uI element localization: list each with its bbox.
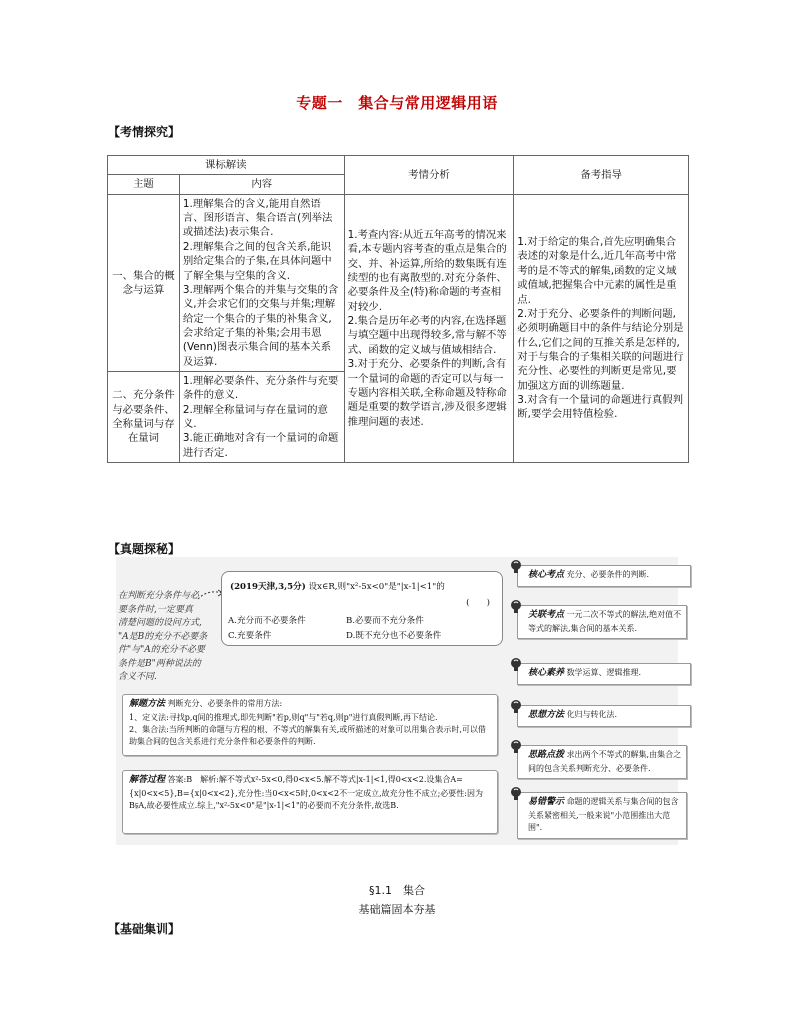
row1-content: 1.理解集合的含义,能用自然语言、图形语言、集合语言(列举法或描述法)表示集合. 2.理解集合之间的包含关系,能识别给定集合的子集,在具体问题中了解全集与空集的含义. 3.理解两个集合的并集与交集的含义,并会求它们的交集与并集;理解给定一个集合的子集的补集含义,会求给定子集的补集;会用韦恩(Venn)图表示集合间的基本关系及运算. [179,194,344,371]
question-stem: 设x∈R,则"x²-5x<0"是"|x-1|<1"的 [308,582,445,592]
lightbulb-icon [509,657,523,673]
section-heading-jichu: 【基础集训】 [108,922,181,936]
side-note-2: 核心素养 数学运算、逻辑推理. [517,663,691,685]
method-label: 解题方法 [129,699,166,709]
option-b: B.必要而不充分条件 [346,616,424,626]
lightbulb-icon [509,599,523,615]
lightbulb-icon [509,786,523,802]
page-title: 专题一 集合与常用逻辑用语 [296,94,498,112]
lightbulb-icon [509,559,523,575]
subsection-code: §1.1 集合 [369,884,425,897]
lightbulb-icon [509,699,523,715]
section-heading-kaoqing: 【考情探究】 [108,125,181,139]
question-source: (2019天津,3,5分) [230,582,306,592]
header-kebiao: 课标解读 [108,156,345,175]
row1-topic: 一、集合的概念与运算 [108,194,180,371]
side-note-3: 思想方法 化归与转化法. [517,705,691,727]
side-note-1: 关联考点 一元二次不等式的解法,绝对值不等式的解法,集合间的基本关系. [517,605,687,639]
row2-topic: 二、充分条件与必要条件、全称量词与存在量词 [108,372,180,463]
process-box [122,770,498,834]
process-label: 解答过程 [129,775,166,785]
header-zhuti: 主题 [108,175,180,194]
header-kaoqing: 考情分析 [344,156,514,195]
method-box [122,694,498,756]
side-note-4: 思路点拨 求出两个不等式的解集,由集合之间的包含关系判断充分、必要条件. [517,745,687,779]
lightbulb-icon [509,739,523,755]
question-blank: ( ) [466,598,490,608]
section-heading-zhenti: 【真题探秘】 [108,542,181,556]
header-neirong: 内容 [179,175,344,194]
handwritten-note: 在判断充分条件与必 要条件时,一定要真 清楚问题的设问方式, "A是B的充分不必要条 件"与"A的充分不必要 条件是B"两种说法的 含义不同. [118,591,208,682]
side-note-0: 核心考点 充分、必要条件的判断. [517,565,691,587]
option-c: C.充要条件 [228,631,272,641]
method-text: 判断充分、必要条件的常用方法: 1、定义法:寻找p,q间的推理式,即先判断"若p,则q"与"若q,则p"进行真假判断,再下结论. 2、集合法:当所判断的命题与方程的根、不等式的解集有关,或所描述的对象可以用集合表示时,可以借助集合间的包含关系进行充分条件和必要条件的判断. [129,699,486,746]
guidance-cell: 1.对于给定的集合,首先应明确集合表述的对象是什么,近几年高考中常考的是不等式的解集,函数的定义域或值域,把握集合中元素的属性是重点. 2.对于充分、必要条件的判断问题,必须明确题目中的条件与结论分别是什么,它们之间的互推关系是怎样的,对于与集合的子集相关联的问题进行充分性、必要性的判断更是常见,要加强这方面的训练题量. 3.对含有一个量词的命题进行真假判断,要学会用特值检验. [514,194,689,462]
row2-content: 1.理解必要条件、充分条件与充要条件的意义. 2.理解全称量词与存在量词的意义. 3.能正确地对含有一个量词的命题进行否定. [179,372,344,463]
header-beikao: 备考指导 [514,156,689,195]
analysis-cell: 1.考查内容:从近五年高考的情况来看,本专题内容考查的重点是集合的交、并、补运算,所给的数集既有连续型的也有离散型的.对充分条件、必要条件及全(特)称命题的考查相对较少. 2.集合是历年必考的内容,在选择题与填空题中出现得较多,常与解不等式、函数的定义域与值域相结合. 3.对于充分、必要条件的判断,含有一个量词的命题的否定可以与每一专题内容相关联,全称命题及特称命题是重要的数学语言,涉及很多逻辑推理问题的表述. [344,194,514,462]
subsection-sub: 基础篇固本夯基 [358,903,436,916]
kaoqing-table [107,155,689,463]
process-text: 答案:B 解析:解不等式x²-5x<0,得0<x<5.解不等式|x-1|<1,得0<x<2.设集合A={x|0<x<5},B={x|0<x<2},充分性:当0<x<5时,0<x<2不一定成立,故充分性不成立;必要性:因为B⫋A,故必要性成立.综上,"x²-5x<0"是"|x-1|<1"的必要而不充分条件,故选B. [129,775,484,810]
side-note-5: 易错警示 命题的逻辑关系与集合间的包含关系紧密相关,一般来说"小范围推出大范围". [517,792,687,839]
option-a: A.充分而不必要条件 [228,616,306,626]
question-box [221,571,503,646]
option-d: D.既不充分也不必要条件 [346,631,442,641]
